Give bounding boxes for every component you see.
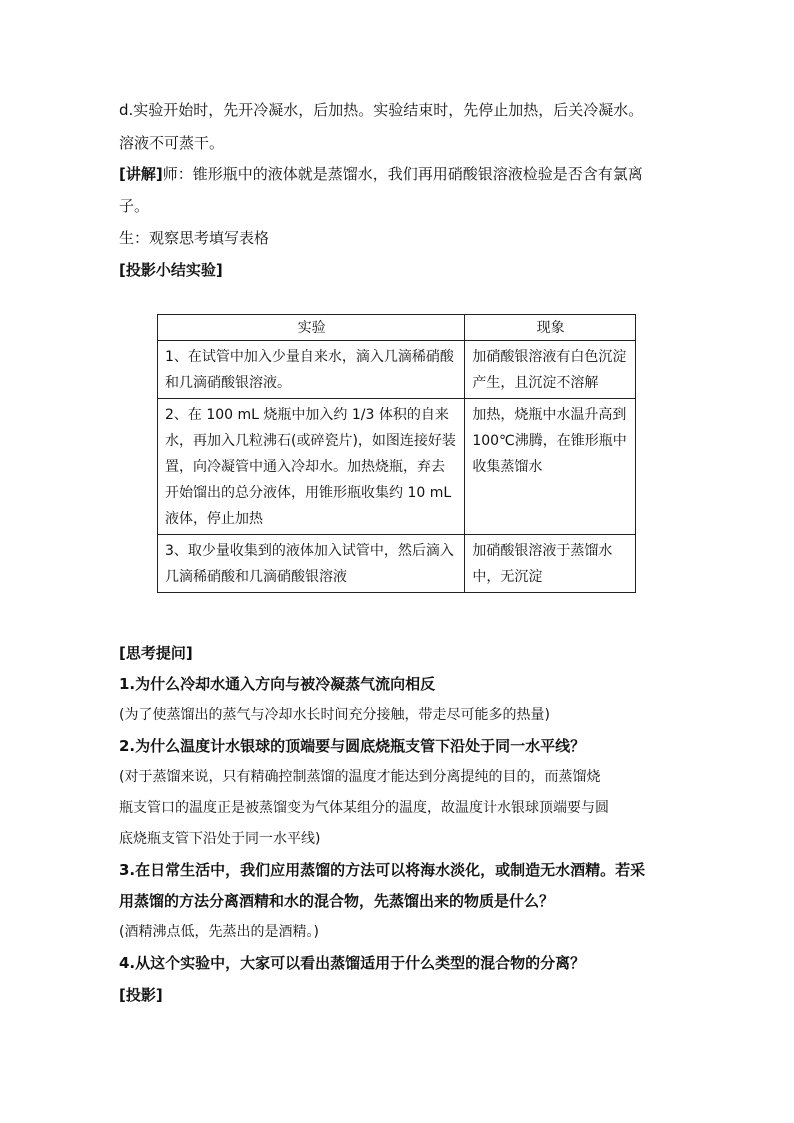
answer-2-line2: 瓶支管口的温度正是被蒸馏变为气体某组分的温度，故温度计水银球顶端要与圆 <box>119 800 609 816</box>
table-header-row <box>158 315 636 341</box>
table-header-experiment: 实验 <box>158 315 465 341</box>
experiment-cell: 1、在试管中加入少量自来水，滴入几滴稀硝酸和几滴硝酸银溶液。 <box>158 341 465 399</box>
question-4: 4.从这个实验中，大家可以看出蒸馏适用于什么类型的混合物的分离？ <box>119 954 586 972</box>
phenomenon-cell: 加硝酸银溶液有白色沉淀产生，且沉淀不溶解 <box>465 341 636 399</box>
answer-2-line3: 底烧瓶支管下沿处于同一水平线) <box>119 831 321 847</box>
answer-3: (酒精沸点低，先蒸出的是酒精。) <box>119 924 319 940</box>
answer-2-line1: (对于蒸馏来说，只有精确控制蒸馏的温度才能达到分离提纯的目的，而蒸馏烧 <box>119 769 601 785</box>
question-1: 1.为什么冷却水通入方向与被冷凝蒸气流向相反 <box>119 675 436 693</box>
projection-heading: [投影] <box>119 986 163 1004</box>
experiment-cell: 3、取少量收集到的液体加入试管中，然后滴入几滴稀硝酸和几滴硝酸银溶液 <box>158 535 465 593</box>
table-row <box>158 535 636 593</box>
paragraph-jiangjie-line1 <box>119 164 643 184</box>
paragraph-d-line1: d.实验开始时，先开冷凝水，后加热。实验结束时，先停止加热，后关冷凝水。 <box>119 101 644 119</box>
phenomenon-cell: 加硝酸银溶液于蒸馏水中，无沉淀 <box>465 535 636 593</box>
question-3-line1: 3.在日常生活中，我们应用蒸馏的方法可以将海水淡化，或制造无水酒精。若采 <box>119 861 646 879</box>
questions-heading: [思考提问] <box>119 644 193 662</box>
experiment-table <box>157 314 636 593</box>
jiangjie-tag: [讲解] <box>119 165 163 183</box>
table-row <box>158 341 636 399</box>
table-row <box>158 399 636 535</box>
projection-summary-heading: [投影小结实验] <box>119 261 223 279</box>
question-2: 2.为什么温度计水银球的顶端要与圆底烧瓶支管下沿处于同一水平线？ <box>119 737 586 755</box>
question-3-line2: 用蒸馏的方法分离酒精和水的混合物，先蒸馏出来的物质是什么？ <box>119 892 555 910</box>
paragraph-jiangjie-line2: 子。 <box>119 197 150 215</box>
experiment-cell: 2、在 100 mL 烧瓶中加入约 1/3 体积的自来水，再加入几粒沸石(或碎瓷片)，如图连接好装置，向冷凝管中通入冷却水。加热烧瓶，弃去开始馏出的总分液体，用锥形瓶收集约 10 mL 液体，停止加热 <box>158 399 465 535</box>
table-header-phenomenon: 现象 <box>465 315 636 341</box>
phenomenon-cell: 加热，烧瓶中水温升高到 100℃沸腾，在锥形瓶中收集蒸馏水 <box>465 399 636 535</box>
jiangjie-text: 师：锥形瓶中的液体就是蒸馏水，我们再用硝酸银溶液检验是否含有氯离 <box>162 165 643 183</box>
paragraph-d-line2: 溶液不可蒸干。 <box>119 134 225 152</box>
answer-1: (为了使蒸馏出的蒸气与冷却水长时间充分接触，带走尽可能多的热量) <box>119 707 550 723</box>
student-line: 生：观察思考填写表格 <box>119 229 270 247</box>
